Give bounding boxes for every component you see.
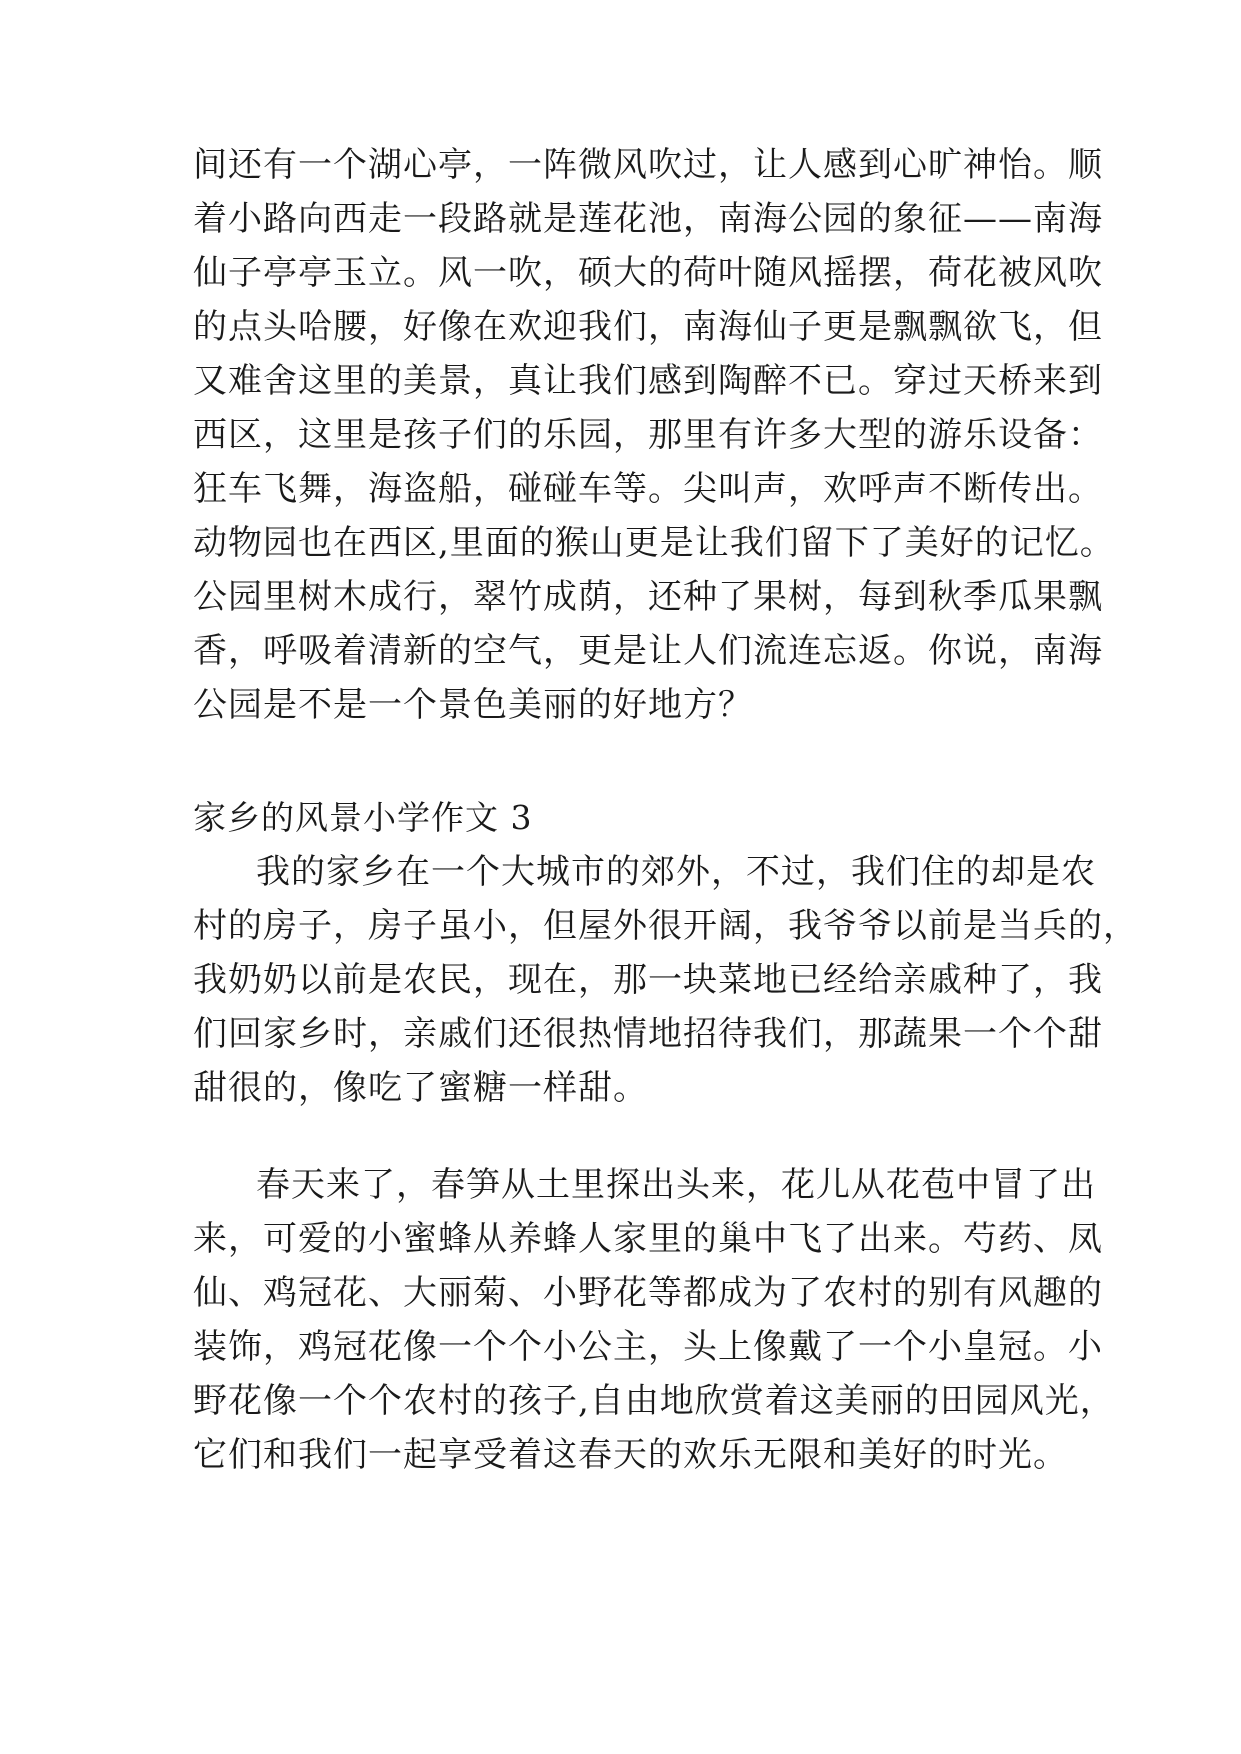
text-line: 野花像一个个农村的孩子,自由地欣赏着这美丽的田园风光， [193,1381,1115,1421]
text-line: 动物园也在西区,里面的猴山更是让我们留下了美好的记忆。 [193,523,1115,563]
text-line: 装饰，鸡冠花像一个个小公主，头上像戴了一个小皇冠。小 [193,1327,1103,1367]
text-line: 公园里树木成行，翠竹成荫，还种了果树，每到秋季瓜果飘 [193,577,1103,617]
text-line: 我的家乡在一个大城市的郊外，不过，我们住的却是农 [256,852,1096,892]
text-line: 甜很的，像吃了蜜糖一样甜。 [193,1068,648,1108]
text-line: 仙、鸡冠花、大丽菊、小野花等都成为了农村的别有风趣的 [193,1273,1103,1313]
text-line: 们回家乡时，亲戚们还很热情地招待我们，那蔬果一个个甜 [193,1014,1103,1054]
text-line: 香，呼吸着清新的空气，更是让人们流连忘返。你说，南海 [193,631,1103,671]
text-line: 公园是不是一个景色美丽的好地方？ [193,685,753,725]
text-line: 春天来了，春笋从土里探出头来，花儿从花苞中冒了出 [256,1165,1096,1205]
text-line: 又难舍这里的美景，真让我们感到陶醉不已。穿过天桥来到 [193,361,1103,401]
text-line: 间还有一个湖心亭，一阵微风吹过，让人感到心旷神怡。顺 [193,145,1103,185]
text-line: 狂车飞舞，海盗船，碰碰车等。尖叫声，欢呼声不断传出。 [193,469,1103,509]
text-line: 来，可爱的小蜜蜂从养蜂人家里的巢中飞了出来。芍药、凤 [193,1219,1103,1259]
text-line: 它们和我们一起享受着这春天的欢乐无限和美好的时光。 [193,1435,1068,1475]
section-heading: 家乡的风景小学作文 3 [193,798,533,837]
text-line: 仙子亭亭玉立。风一吹，硕大的荷叶随风摇摆，荷花被风吹 [193,253,1103,293]
text-line: 我奶奶以前是农民，现在，那一块菜地已经给亲戚种了，我 [193,960,1103,1000]
text-line: 的点头哈腰，好像在欢迎我们，南海仙子更是飘飘欲飞，但 [193,307,1103,347]
text-line: 着小路向西走一段路就是莲花池，南海公园的象征——南海 [193,199,1103,239]
text-line: 村的房子，房子虽小，但屋外很开阔，我爷爷以前是当兵的， [193,906,1138,946]
text-line: 西区，这里是孩子们的乐园，那里有许多大型的游乐设备： [193,415,1103,455]
